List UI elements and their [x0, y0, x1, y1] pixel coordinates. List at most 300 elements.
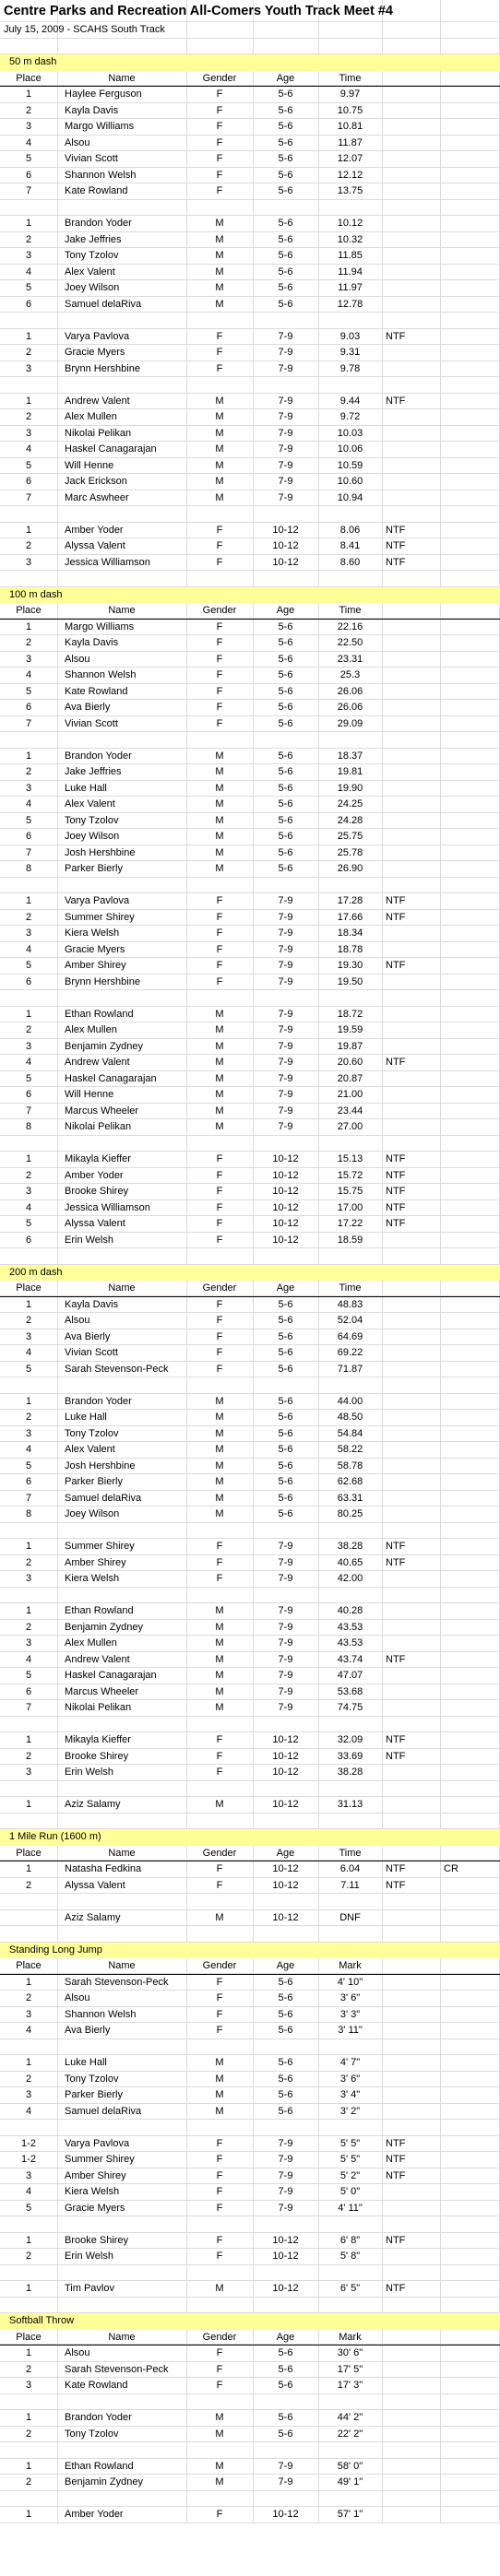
col-gender-header: Gender [202, 1960, 237, 1971]
age-cell: 7-9 [278, 362, 293, 374]
result-row [0, 2378, 500, 2394]
blank-row [0, 2394, 500, 2411]
place-cell: 1 [25, 895, 32, 906]
blank-row [0, 1523, 500, 1540]
result-row [0, 1539, 500, 1555]
name-cell: Brynn Hershbine [65, 362, 140, 374]
age-cell: 7-9 [278, 476, 293, 487]
name-cell: Brooke Shirey [65, 1750, 129, 1762]
result-cell: 17' 5" [337, 2363, 363, 2375]
gender-cell: F [216, 669, 223, 680]
col-result-header: Time [339, 605, 362, 616]
gender-cell: F [216, 928, 223, 939]
result-row [0, 958, 500, 975]
place-cell: 2 [25, 347, 32, 358]
place-cell: 2 [25, 540, 32, 551]
result-row [0, 136, 500, 152]
result-cell: 25.78 [337, 846, 363, 858]
note-cell: NTF [386, 1169, 406, 1181]
result-row [0, 2346, 500, 2362]
place-cell: 2 [25, 2476, 32, 2487]
gender-cell: F [216, 1330, 223, 1342]
result-row [0, 975, 500, 991]
col-name-header: Name [108, 2331, 136, 2343]
result-row [0, 2233, 500, 2250]
result-row [0, 764, 500, 781]
result-cell: 19.81 [337, 766, 363, 777]
name-cell: Vivian Scott [65, 1347, 118, 1358]
result-row [0, 1119, 500, 1136]
gender-cell: F [216, 2169, 223, 2181]
note-cell: NTF [386, 2154, 406, 2165]
col-place-header: Place [16, 2331, 42, 2343]
age-cell: 5-6 [278, 1444, 293, 1455]
name-cell: Amber Shirey [65, 960, 126, 971]
blank-row [0, 2120, 500, 2136]
gender-cell: M [215, 218, 224, 229]
event-title: 200 m dash [9, 1266, 63, 1278]
event-header [0, 54, 500, 71]
result-row [0, 910, 500, 927]
result-row [0, 474, 500, 490]
name-cell: Alex Valent [65, 1444, 115, 1455]
name-cell: Gracie Myers [65, 943, 125, 955]
result-row [0, 1104, 500, 1120]
name-cell: Brandon Yoder [65, 218, 132, 229]
result-cell: 47.07 [337, 1670, 363, 1681]
gender-cell: M [215, 2089, 224, 2100]
gender-cell: F [216, 911, 223, 923]
gender-cell: M [215, 2283, 224, 2294]
place-cell: 1 [25, 330, 32, 342]
gender-cell: F [216, 1234, 223, 1246]
result-cell: 7.11 [340, 1879, 360, 1891]
result-cell: 10.12 [337, 218, 363, 229]
name-cell: Josh Hershbine [65, 846, 136, 858]
result-row [0, 2168, 500, 2185]
result-cell: 24.28 [337, 814, 363, 826]
name-cell: Amber Shirey [65, 2169, 126, 2181]
name-cell: Haskel Canagarajan [65, 1670, 157, 1681]
result-row [0, 1087, 500, 1104]
gender-cell: M [215, 1508, 224, 1519]
name-cell: Tony Tzolov [65, 814, 119, 826]
result-cell: 9.72 [339, 411, 361, 422]
place-cell: 4 [25, 1201, 32, 1213]
name-cell: Erin Welsh [65, 1234, 113, 1246]
place-cell: 5 [25, 1670, 32, 1681]
result-row [0, 1603, 500, 1620]
name-cell: Tony Tzolov [65, 250, 119, 261]
col-age-header: Age [276, 605, 295, 616]
place-cell: 3 [25, 653, 32, 665]
age-cell: 7-9 [278, 1605, 293, 1616]
result-row [0, 1861, 500, 1878]
place-cell: 6 [25, 1476, 32, 1487]
age-cell: 10-12 [272, 524, 299, 536]
name-cell: Jessica Williamson [65, 1201, 150, 1213]
result-cell: 26.06 [337, 685, 363, 697]
result-row [0, 1394, 500, 1411]
place-cell: 7 [25, 1492, 32, 1504]
place-cell: 7 [25, 185, 32, 196]
result-cell: 57' 1" [337, 2509, 363, 2520]
age-cell: 5-6 [278, 1459, 293, 1471]
gender-cell: M [215, 1024, 224, 1035]
result-cell: 44.00 [337, 1395, 363, 1407]
result-row [0, 1152, 500, 1168]
age-cell: 10-12 [272, 540, 299, 551]
result-cell: 48.83 [337, 1298, 363, 1310]
place-cell: 7 [25, 717, 32, 729]
place-cell: 8 [25, 863, 32, 874]
gender-cell: M [215, 1492, 224, 1504]
col-result-header: Mark [339, 1960, 362, 1971]
age-cell: 10-12 [272, 1201, 299, 1213]
blank-row [0, 1248, 500, 1265]
column-header-row [0, 1281, 500, 1297]
age-cell: 7-9 [278, 2186, 293, 2197]
gender-cell: M [215, 1008, 224, 1020]
place-cell: 2 [25, 1169, 32, 1181]
name-cell: Alex Mullen [65, 1637, 117, 1648]
place-cell: 3 [25, 928, 32, 939]
gender-cell: F [216, 153, 223, 164]
place-cell: 7 [25, 491, 32, 503]
result-row [0, 942, 500, 959]
result-cell: DNF [339, 1911, 361, 1923]
result-row [0, 2007, 500, 2024]
gender-cell: F [216, 1169, 223, 1181]
result-row [0, 1184, 500, 1200]
age-cell: 7-9 [278, 1121, 293, 1132]
result-row [0, 2055, 500, 2072]
name-cell: Luke Hall [65, 1412, 107, 1423]
result-row [0, 216, 500, 232]
gender-cell: F [216, 1363, 223, 1375]
place-cell: 1 [25, 2509, 32, 2520]
age-cell: 5-6 [278, 153, 293, 164]
gender-cell: M [215, 1412, 224, 1423]
age-cell: 5-6 [278, 2428, 293, 2440]
gender-cell: F [216, 104, 223, 116]
name-cell: Vivian Scott [65, 717, 118, 729]
gender-cell: M [215, 1459, 224, 1471]
gender-cell: F [216, 1541, 223, 1552]
result-row [0, 1362, 500, 1378]
event-header [0, 1265, 500, 1282]
place-cell: 6 [25, 298, 32, 310]
result-cell: 62.68 [337, 1476, 363, 1487]
gender-cell: M [215, 1427, 224, 1439]
blank-row [0, 377, 500, 394]
gender-cell: M [215, 846, 224, 858]
note-cell: NTF [386, 911, 406, 923]
result-cell: 40.28 [337, 1605, 363, 1616]
gender-cell: M [215, 1444, 224, 1455]
result-row [0, 1652, 500, 1669]
result-row [0, 781, 500, 798]
place-cell: 6 [25, 169, 32, 181]
gender-cell: F [216, 702, 223, 713]
name-cell: Shannon Welsh [65, 169, 137, 181]
age-cell: 5-6 [278, 298, 293, 310]
age-cell: 5-6 [278, 250, 293, 261]
result-cell: 6' 5" [339, 2283, 361, 2294]
result-cell: 19.30 [337, 960, 363, 971]
name-cell: Ethan Rowland [65, 2460, 134, 2472]
age-cell: 7-9 [278, 960, 293, 971]
result-cell: 26.06 [337, 702, 363, 713]
place-cell: 7 [25, 1105, 32, 1117]
result-row [0, 1732, 500, 1749]
result-cell: 43.53 [337, 1621, 363, 1633]
place-cell: 4 [25, 798, 32, 809]
age-cell: 7-9 [278, 911, 293, 923]
age-cell: 5-6 [278, 653, 293, 665]
age-cell: 10-12 [272, 1767, 299, 1778]
result-cell: 3' 4" [339, 2089, 361, 2100]
note-cell: NTF [386, 2137, 406, 2149]
place-cell: 4 [25, 669, 32, 680]
age-cell: 7-9 [278, 1057, 293, 1068]
result-cell: 17.22 [337, 1218, 363, 1229]
name-cell: Benjamin Zydney [65, 1040, 143, 1052]
gender-cell: F [216, 2202, 223, 2214]
place-cell: 5 [25, 1218, 32, 1229]
place-cell: 5 [25, 153, 32, 164]
age-cell: 5-6 [278, 2412, 293, 2423]
result-row [0, 1007, 500, 1023]
name-cell: Marcus Wheeler [65, 1685, 139, 1697]
place-cell: 3 [25, 362, 32, 374]
gender-cell: F [216, 2137, 223, 2149]
name-cell: Will Henne [65, 459, 114, 471]
name-cell: Marc Aswheer [65, 491, 129, 503]
name-cell: Brooke Shirey [65, 2234, 129, 2246]
name-cell: Samuel delaRiva [65, 298, 142, 310]
result-cell: 71.87 [337, 1363, 363, 1375]
gender-cell: M [215, 2412, 224, 2423]
result-row [0, 893, 500, 910]
column-header-row [0, 603, 500, 620]
col-result-header: Time [339, 72, 362, 84]
result-row [0, 845, 500, 862]
result-cell: 40.65 [337, 1556, 363, 1568]
result-cell: 12.12 [337, 169, 363, 181]
result-cell: 3' 3" [339, 2008, 361, 2020]
col-place-header: Place [16, 605, 42, 616]
result-row [0, 1991, 500, 2007]
place-cell: 2 [25, 911, 32, 923]
place-cell: 3 [25, 1330, 32, 1342]
event-header [0, 1829, 500, 1846]
gender-cell: M [215, 266, 224, 278]
place-cell: 6 [25, 476, 32, 487]
gender-cell: F [216, 960, 223, 971]
result-row [0, 2362, 500, 2379]
blank-row [0, 200, 500, 217]
note-cell: NTF [386, 2234, 406, 2246]
gender-cell: F [216, 2363, 223, 2375]
result-cell: 43.53 [337, 1637, 363, 1648]
age-cell: 5-6 [278, 717, 293, 729]
result-cell: 23.31 [337, 653, 363, 665]
age-cell: 5-6 [278, 798, 293, 809]
name-cell: Parker Bierly [65, 2089, 123, 2100]
age-cell: 5-6 [278, 2347, 293, 2358]
blank-row [0, 990, 500, 1007]
age-cell: 5-6 [278, 233, 293, 245]
name-cell: Jessica Williamson [65, 556, 150, 568]
age-cell: 10-12 [272, 1186, 299, 1197]
result-cell: 58.78 [337, 1459, 363, 1471]
gender-cell: M [215, 1637, 224, 1648]
spacer-row [0, 39, 500, 55]
result-row [0, 1910, 500, 1927]
age-cell: 7-9 [278, 2476, 293, 2487]
age-cell: 5-6 [278, 89, 293, 100]
blank-row [0, 2265, 500, 2282]
age-cell: 5-6 [278, 1315, 293, 1326]
blank-row [0, 571, 500, 587]
gender-cell: F [216, 169, 223, 181]
result-cell: 19.59 [337, 1024, 363, 1035]
age-cell: 10-12 [272, 1879, 299, 1891]
gender-cell: F [216, 975, 223, 987]
gender-cell: F [216, 637, 223, 648]
result-cell: 18.34 [337, 928, 363, 939]
result-cell: 6.04 [339, 1863, 361, 1874]
result-row [0, 555, 500, 572]
gender-cell: F [216, 620, 223, 632]
name-cell: Ava Bierly [65, 702, 111, 713]
name-cell: Ava Bierly [65, 2025, 111, 2036]
result-row [0, 1668, 500, 1684]
result-row [0, 1345, 500, 1362]
col-gender-header: Gender [202, 1847, 237, 1859]
result-cell: 5' 2" [339, 2169, 361, 2181]
result-row [0, 1491, 500, 1507]
age-cell: 10-12 [272, 556, 299, 568]
name-cell: Aziz Salamy [65, 1911, 121, 1923]
place-cell: 3 [25, 1637, 32, 1648]
age-cell: 5-6 [278, 104, 293, 116]
col-gender-header: Gender [202, 72, 237, 84]
age-cell: 7-9 [278, 2154, 293, 2165]
gender-cell: M [215, 298, 224, 310]
age-cell: 7-9 [278, 411, 293, 422]
result-cell: 30' 6" [337, 2347, 363, 2358]
result-cell: 10.03 [337, 427, 363, 439]
gender-cell: F [216, 653, 223, 665]
result-row [0, 684, 500, 701]
place-cell: 1 [25, 89, 32, 100]
gender-cell: F [216, 1186, 223, 1197]
gender-cell: M [215, 2476, 224, 2487]
blank-row [0, 2216, 500, 2233]
result-cell: 25.3 [339, 669, 361, 680]
result-row [0, 1297, 500, 1314]
result-cell: 9.44 [339, 395, 361, 407]
age-cell: 7-9 [278, 443, 293, 455]
gender-cell: M [215, 1685, 224, 1697]
result-row [0, 2104, 500, 2121]
result-row [0, 926, 500, 942]
blank-row [0, 2039, 500, 2056]
result-cell: 54.84 [337, 1427, 363, 1439]
place-cell: 1 [25, 395, 32, 407]
result-row [0, 1765, 500, 1781]
age-cell: 7-9 [278, 347, 293, 358]
result-cell: 3' 6" [339, 2073, 361, 2085]
gender-cell: F [216, 362, 223, 374]
result-cell: 69.22 [337, 1347, 363, 1358]
event-title: 50 m dash [9, 56, 57, 67]
place-cell: 3 [25, 2380, 32, 2391]
age-cell: 5-6 [278, 2363, 293, 2375]
result-cell: 17.66 [337, 911, 363, 923]
name-cell: Kayla Davis [65, 1298, 119, 1310]
gender-cell: F [216, 1976, 223, 1988]
result-cell: 10.94 [337, 491, 363, 503]
result-row [0, 1426, 500, 1443]
result-row [0, 2459, 500, 2476]
result-cell: 26.90 [337, 863, 363, 874]
gender-cell: M [215, 814, 224, 826]
name-cell: Alex Valent [65, 798, 115, 809]
place-cell: 2 [25, 766, 32, 777]
name-cell: Aziz Salamy [65, 1799, 121, 1810]
place-cell: 1 [25, 1153, 32, 1164]
note-cell: NTF [386, 1541, 406, 1552]
name-cell: Benjamin Zydney [65, 2476, 143, 2487]
col-place-header: Place [16, 1960, 42, 1971]
result-row [0, 1200, 500, 1217]
place-cell: 1 [25, 524, 32, 536]
age-cell: 10-12 [272, 1169, 299, 1181]
note-cell: NTF [386, 2169, 406, 2181]
gender-cell: F [216, 1218, 223, 1229]
result-cell: 52.04 [337, 1315, 363, 1326]
age-cell: 7-9 [278, 943, 293, 955]
result-cell: 11.85 [338, 250, 363, 261]
name-cell: Jack Erickson [65, 476, 127, 487]
place-cell: 6 [25, 831, 32, 842]
result-cell: 9.03 [339, 330, 361, 342]
gender-cell: M [215, 766, 224, 777]
gender-cell: M [215, 476, 224, 487]
name-cell: Sarah Stevenson-Peck [65, 1363, 169, 1375]
result-cell: 15.72 [337, 1169, 363, 1181]
col-name-header: Name [108, 72, 136, 84]
result-row [0, 2184, 500, 2201]
note-cell: NTF [386, 330, 406, 342]
place-cell: 1 [25, 2347, 32, 2358]
place-cell: 2 [25, 1315, 32, 1326]
blank-row [0, 878, 500, 894]
gender-cell: M [215, 443, 224, 455]
result-cell: 22.50 [337, 637, 363, 648]
gender-cell: M [215, 2057, 224, 2068]
name-cell: Ethan Rowland [65, 1605, 134, 1616]
result-row [0, 716, 500, 733]
note-cell: NTF [386, 1153, 406, 1164]
place-cell: 2 [25, 233, 32, 245]
age-cell: 7-9 [278, 1040, 293, 1052]
age-cell: 10-12 [272, 1799, 299, 1810]
result-cell: 12.07 [337, 153, 363, 164]
